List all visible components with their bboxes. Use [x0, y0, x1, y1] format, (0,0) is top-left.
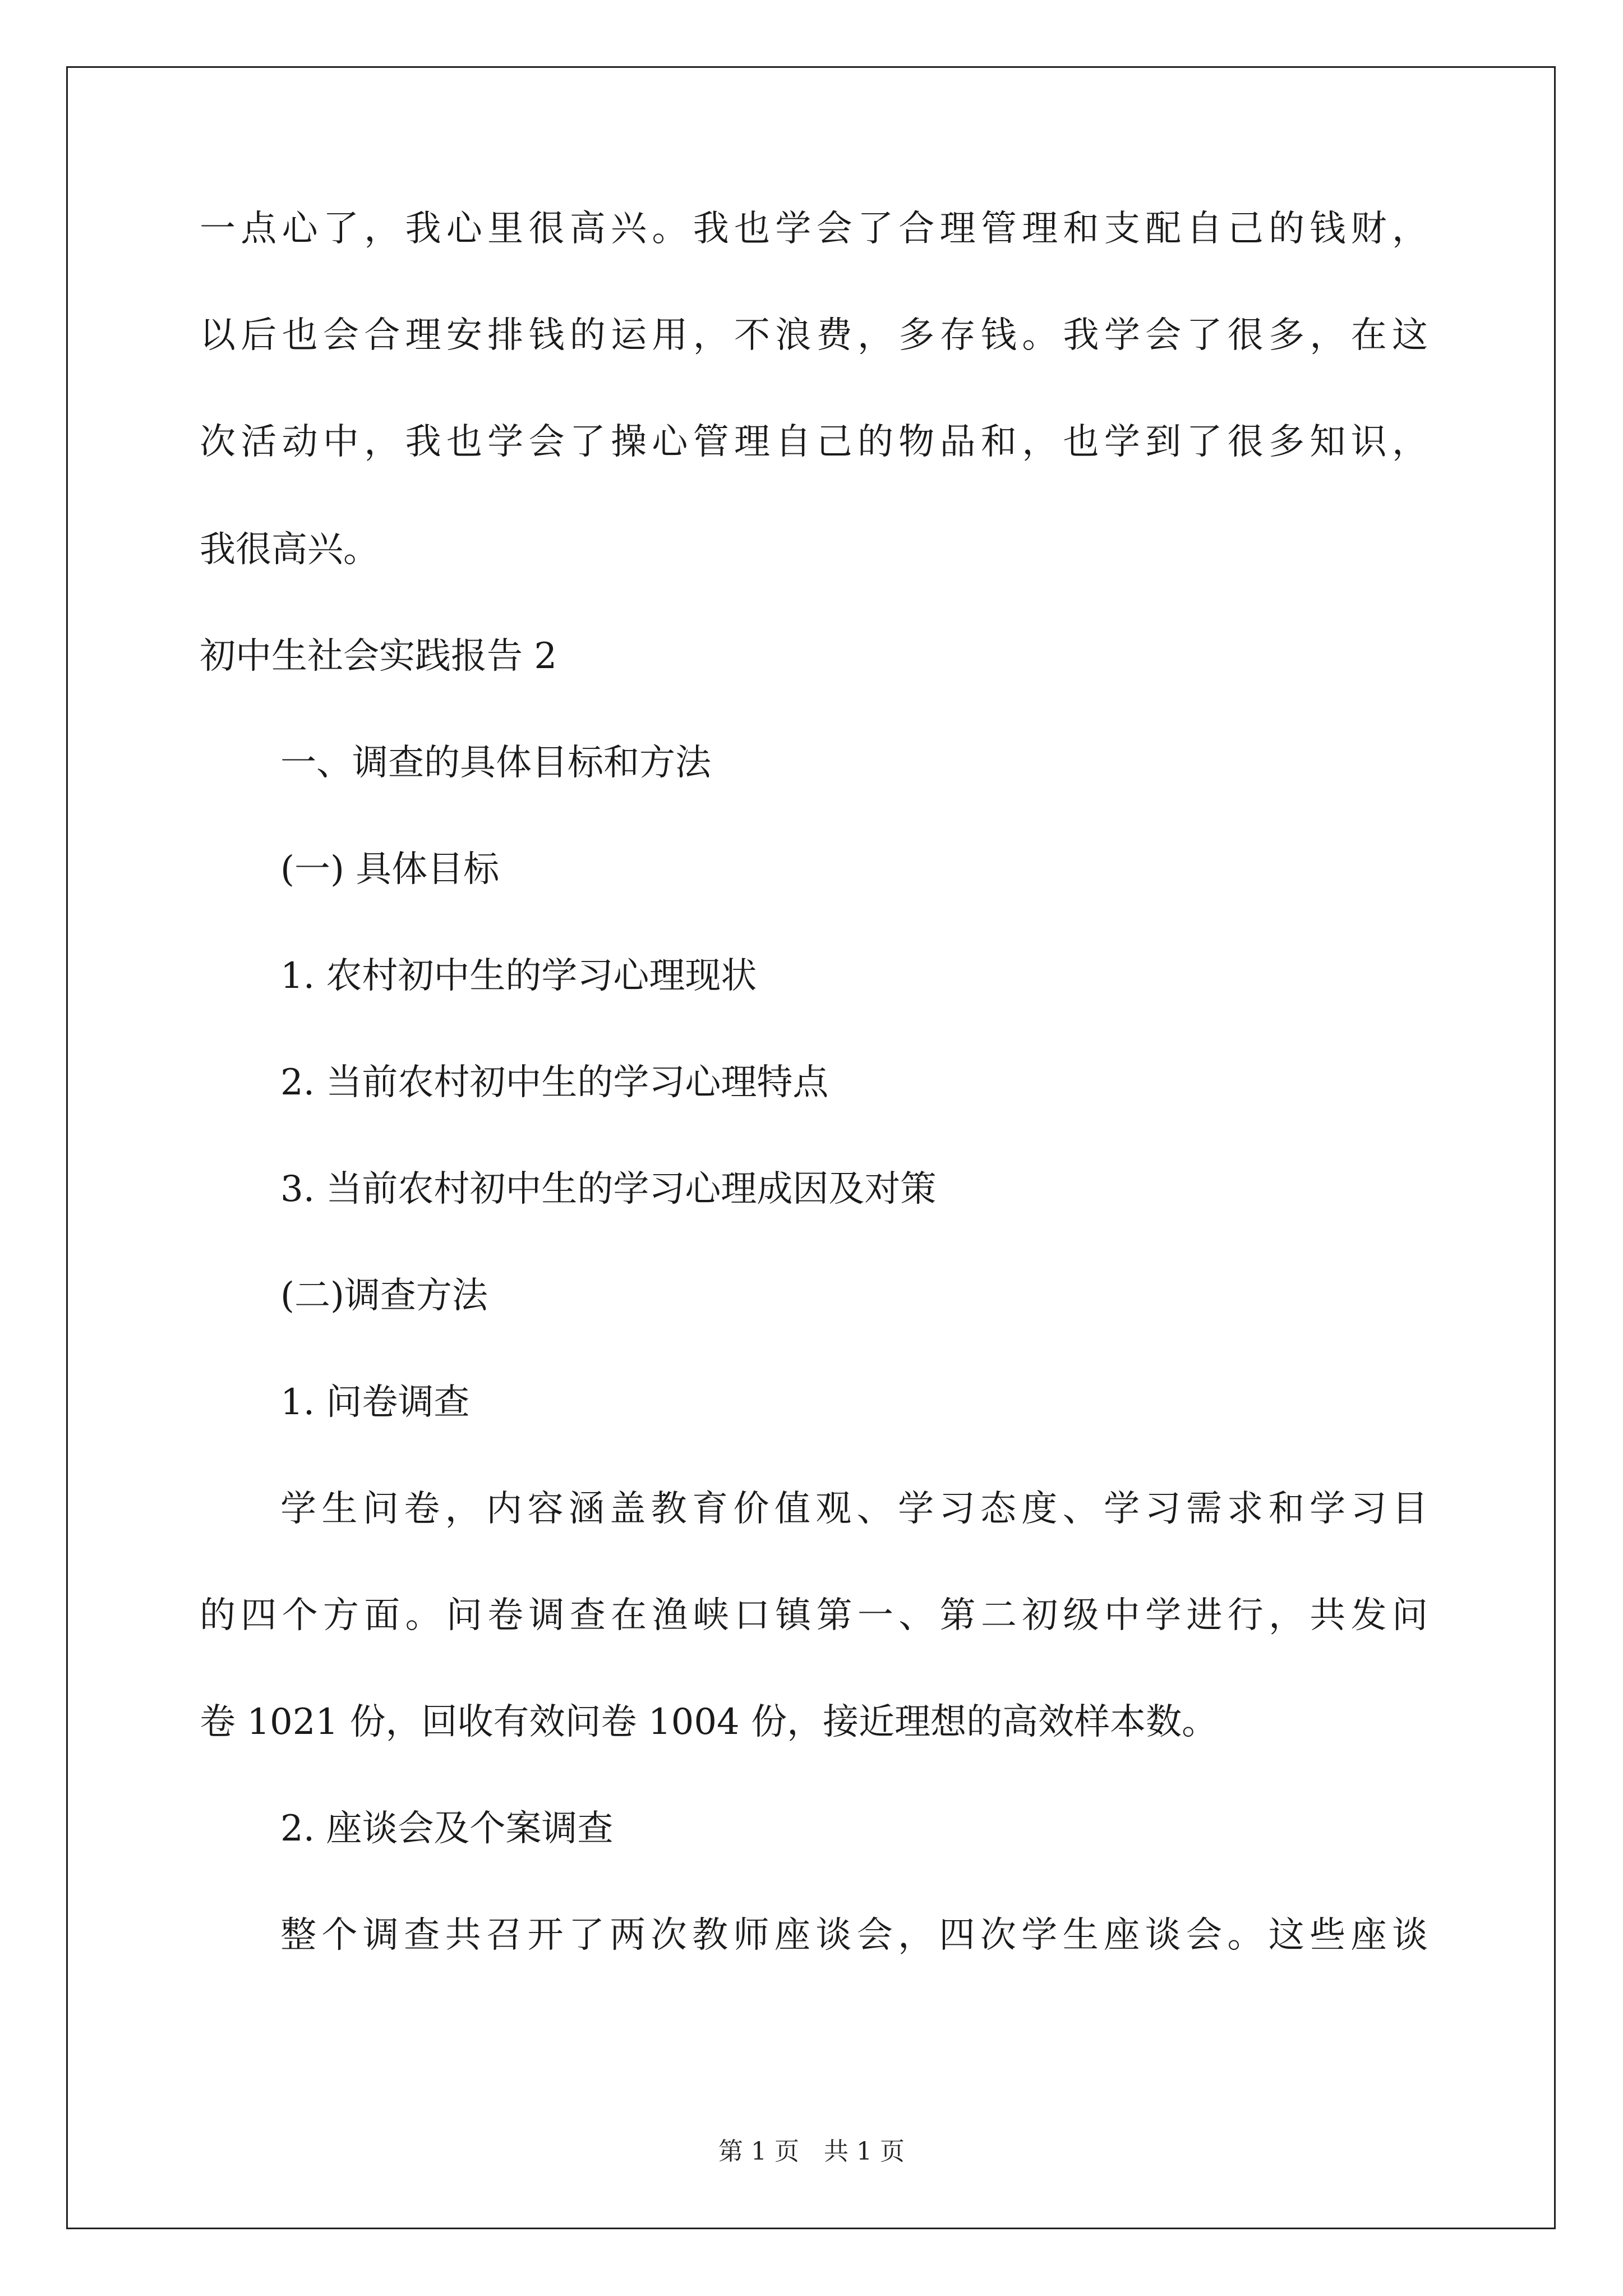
body-text-line: 次活动中，我也学会了操心管理自己的物品和，也学到了很多知识， — [200, 421, 1428, 463]
body-text-line: 的四个方面。问卷调查在渔峡口镇第一、第二初级中学进行，共发问 — [200, 1595, 1428, 1636]
subsection-heading: (一) 具体目标 — [280, 849, 500, 890]
body-text-line: 卷 1021 份，回收有效问卷 1004 份，接近理想的高效样本数。 — [200, 1701, 1218, 1743]
method-heading: 2. 座谈会及个案调查 — [280, 1808, 614, 1849]
page-frame — [66, 66, 1556, 2229]
body-text-line: 一点心了，我心里很高兴。我也学会了合理管理和支配自己的钱财， — [200, 208, 1428, 250]
body-text-line: 以后也会合理安排钱的运用，不浪费，多存钱。我学会了很多，在这 — [200, 315, 1428, 356]
subsection-heading: (二)调查方法 — [280, 1275, 488, 1317]
section-heading: 一、调查的具体目标和方法 — [280, 742, 711, 784]
goal-item: 1. 农村初中生的学习心理现状 — [280, 955, 757, 997]
goal-item: 2. 当前农村初中生的学习心理特点 — [280, 1062, 829, 1103]
body-text-line: 学生问卷，内容涵盖教育价值观、学习态度、学习需求和学习目 — [280, 1488, 1428, 1530]
method-heading: 1. 问卷调查 — [280, 1382, 470, 1423]
body-text-line: 我很高兴。 — [200, 529, 379, 570]
goal-item: 3. 当前农村初中生的学习心理成因及对策 — [280, 1168, 937, 1210]
report-title: 初中生社会实践报告 2 — [200, 636, 557, 677]
body-text-line: 整个调查共召开了两次教师座谈会，四次学生座谈会。这些座谈 — [280, 1915, 1428, 1956]
page-footer: 第 1 页 共 1 页 — [718, 2137, 905, 2166]
